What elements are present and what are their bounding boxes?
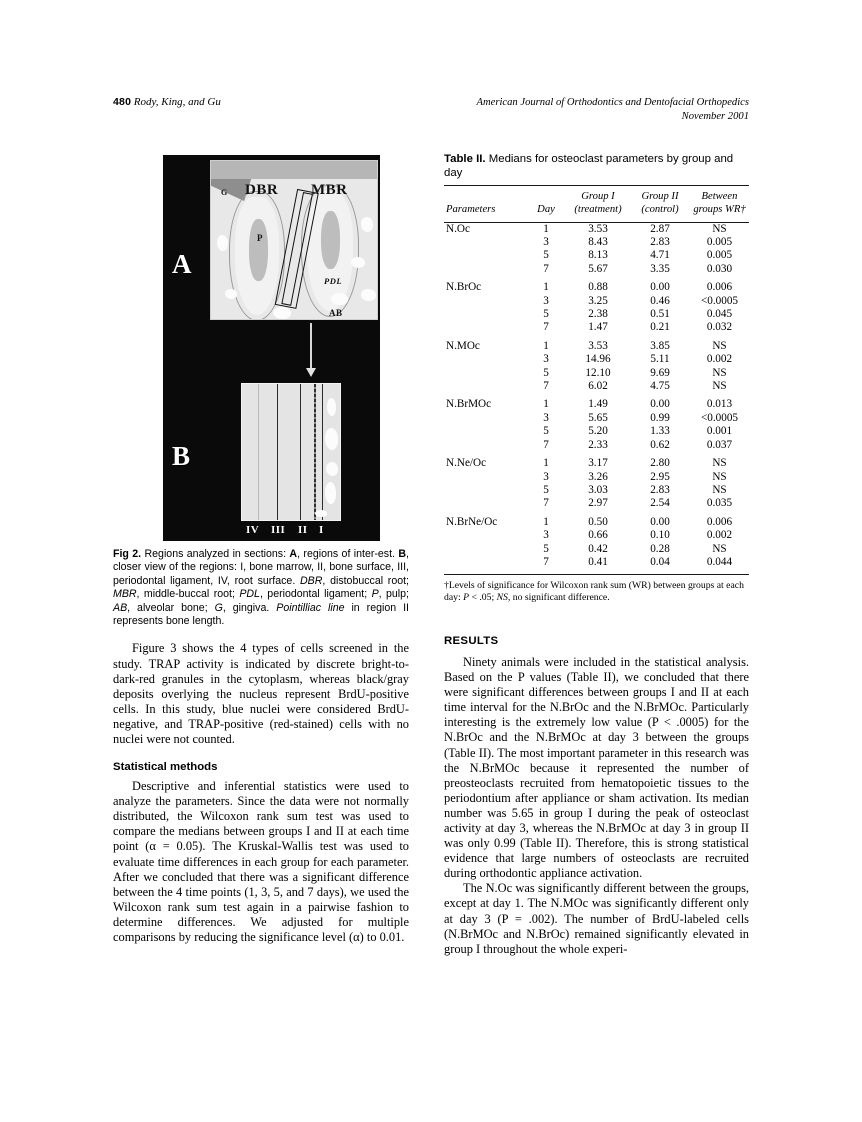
region-label-iv: IV: [246, 524, 260, 536]
left-paragraph-1: Figure 3 shows the 4 types of cells screened in the study. TRAP activity is indicated by discrete bright-to-dark-red granules in the cytoplasm, whereas black/gray deposits overlying the nucleus represent BrdU-positive cells. In this study, blue nuclei were considered BrdU-negative, and TRAP-positive (red-stained) cells with no nuclei were not counted.: [113, 641, 409, 746]
table-row: [444, 263, 749, 276]
cell-group-2: 9.69: [650, 366, 670, 379]
cell-group-1: 3.17: [588, 457, 608, 470]
cell-group-1: 2.33: [588, 438, 608, 451]
cell-day: 3: [543, 236, 549, 248]
marrow-space: [225, 289, 237, 299]
cell-group-2: 0.00: [650, 398, 670, 411]
table-caption-text: Medians for osteoclast parameters by group and day: [444, 153, 734, 180]
cell-group-2: 0.62: [650, 438, 670, 451]
cell-wr: 0.044: [706, 555, 733, 568]
cell-parameter: [444, 471, 526, 484]
column-header-group-1: Group I (treatment): [574, 191, 622, 215]
table-body: [444, 222, 749, 575]
cell-group-2: 2.83: [650, 236, 670, 248]
cell-wr: <0.0005: [700, 294, 739, 307]
right-column: [444, 152, 749, 957]
table-row: [444, 249, 749, 262]
label-gingiva: G: [221, 188, 228, 197]
region-label-iii: III: [271, 524, 286, 536]
table-2-title: [444, 152, 749, 180]
cell-parameter: [444, 295, 526, 308]
cell-parameter: [444, 425, 526, 438]
cell-wr: NS: [712, 542, 727, 555]
table-row: [444, 222, 749, 236]
cell-group-2: 3.35: [650, 262, 670, 275]
cell-wr: 0.006: [706, 281, 733, 294]
cell-day: 7: [543, 555, 549, 568]
cell-wr: NS: [712, 457, 727, 470]
cell-group-2: 2.80: [650, 457, 670, 470]
cell-day: 1: [543, 398, 549, 411]
region-label-ii: II: [298, 524, 308, 536]
table-row: [444, 529, 749, 542]
cell-parameter: [444, 497, 526, 510]
cell-wr: NS: [712, 470, 727, 483]
cell-wr: NS: [712, 222, 727, 235]
right-paragraph-2: [444, 881, 749, 956]
column-header-between-groups-wr: Between groups WR†: [693, 191, 746, 215]
right-paragraph-1-text: Ninety animals were included in the statistical analysis. Based on the P values (Table II), we concluded that there were significant differences between groups I and II at each time interval for the N.BrOc and the N.BrMOc. Particularly interesting is the extremely low value (P < .0005) for the N.BrOc and the N.BrMOc at day 3 between the groups (Table II). The most important parameter in this research was the N.BrMOc because it represented the number of preosteoclasts recruited from hematopoietic tissues to the periodontium after appliance or sham activation. Its median number was 5.65 in group I during the peak of osteoclast activity at day 3, whereas the N.BrMOc at day 3 in group II was only 0.99 (Table II). Therefore, this is strong statistical evidence that large numbers of osteoclasts are recruited during orthodontic appliance activation.: [444, 654, 749, 881]
running-head-right: [477, 96, 749, 124]
cell-day: 5: [543, 308, 549, 321]
spacer: [113, 747, 409, 760]
journal-title: American Journal of Orthodontics and Dentofacial Orthopedics: [476, 97, 749, 108]
cell-day: 7: [543, 321, 549, 334]
marrow-space: [361, 217, 373, 232]
cell-group-1: 12.10: [585, 366, 611, 379]
cell-wr: 0.037: [706, 438, 733, 451]
table-row: [444, 412, 749, 425]
cell-wr: 0.002: [706, 529, 733, 542]
cell-parameter: [444, 308, 526, 321]
table-row: [444, 439, 749, 452]
marrow-space: [326, 462, 338, 476]
cell-group-1: 0.42: [588, 542, 608, 555]
table-row: [444, 452, 749, 470]
table-header-row: [444, 186, 749, 222]
region-divider-iii: [277, 384, 278, 520]
issue-date: November 2001: [681, 111, 749, 122]
table-row: [444, 308, 749, 321]
cell-day: 1: [543, 515, 549, 528]
section-heading-results: RESULTS: [444, 634, 499, 647]
cell-group-1: 3.53: [588, 222, 608, 235]
cell-group-1: 8.13: [588, 249, 608, 262]
cell-day: 3: [543, 411, 549, 424]
label-alveolar-bone: AB: [329, 308, 343, 318]
cell-group-1: 2.97: [588, 497, 608, 510]
marrow-space: [331, 293, 348, 305]
cell-day: 5: [543, 483, 549, 496]
cell-day: 3: [543, 470, 549, 483]
cell-group-2: 1.33: [650, 425, 670, 438]
cell-group-2: 0.46: [650, 294, 670, 307]
cell-group-2: 0.99: [650, 411, 670, 424]
cell-parameter: [444, 249, 526, 262]
cell-parameter: [444, 353, 526, 366]
marrow-space: [327, 398, 336, 416]
marrow-space: [351, 257, 365, 268]
marrow-space: [315, 510, 327, 517]
label-middle-buccal-root: MBR: [311, 182, 348, 198]
marrow-space: [217, 235, 228, 251]
table-row: [444, 471, 749, 484]
cell-wr: NS: [712, 366, 727, 379]
figure-caption-number: Fig 2.: [113, 548, 142, 560]
root-surface-boundary: [258, 384, 259, 520]
label-periodontal-ligament: PDL: [324, 276, 343, 286]
table-row: [444, 353, 749, 366]
cell-wr: 0.030: [706, 262, 733, 275]
cell-group-1: 0.41: [588, 555, 608, 568]
table-row: [444, 543, 749, 556]
cell-day: 1: [543, 457, 549, 470]
region-divider-i: [322, 384, 323, 520]
table-row: [444, 335, 749, 353]
table-2-footnote: †Levels of significance for Wilcoxon rank sum (WR) between groups at each day: P < .05; NS, no significant difference.: [444, 580, 744, 604]
crown-band: [211, 161, 378, 179]
cell-group-2: 5.11: [650, 353, 670, 366]
figure-2: [113, 152, 409, 544]
cell-group-1: 0.66: [588, 529, 608, 542]
cell-parameter: [444, 367, 526, 380]
cell-wr: 0.002: [706, 353, 733, 366]
cell-parameter: [444, 484, 526, 497]
panel-b-micrograph: [241, 383, 341, 521]
cell-parameter: [444, 263, 526, 276]
cell-group-1: 8.43: [588, 236, 608, 248]
page-folio: 480: [113, 96, 132, 108]
running-head-authors: Rody, King, and Gu: [133, 96, 221, 108]
column-header-day: Day: [537, 204, 555, 215]
table-row: [444, 497, 749, 510]
cell-day: 1: [543, 281, 549, 294]
cell-day: 1: [543, 339, 549, 352]
column-header-parameters: Parameters: [446, 204, 496, 215]
table-row: [444, 321, 749, 334]
label-distobuccal-root: DBR: [245, 182, 279, 198]
cell-group-2: 2.87: [650, 222, 670, 235]
figure-caption-lead: Regions analyzed in sections:: [141, 548, 290, 560]
cell-group-1: 1.49: [588, 398, 608, 411]
table-row: [444, 276, 749, 294]
table-row: [444, 484, 749, 497]
arrow-down-icon: [306, 368, 316, 377]
marrow-space: [325, 482, 336, 504]
marrow-space: [361, 289, 376, 301]
cell-wr: <0.0005: [700, 411, 739, 424]
right-paragraph-2-text: The N.Oc was significantly different between the groups, except at day 1. The N.MOc was significantly different only at day 3 (P = .002). The number of BrdU-labeled cells (N.BrMOc and N.BrOc) remained significantly elevated in group I throughout the whole experi-: [444, 881, 749, 956]
cell-wr: NS: [712, 380, 727, 393]
cell-parameter: N.BrMOc: [446, 398, 492, 411]
table-row: [444, 425, 749, 438]
cell-group-2: 0.10: [650, 529, 670, 542]
cell-group-1: 2.38: [588, 308, 608, 321]
cell-day: 7: [543, 497, 549, 510]
panel-a-micrograph: [210, 160, 378, 320]
cell-group-2: 2.95: [650, 470, 670, 483]
cell-wr: 0.006: [706, 515, 733, 528]
panel-b-letter: B: [172, 441, 191, 471]
cell-wr: NS: [712, 339, 727, 352]
region-label-i: I: [319, 524, 324, 536]
cell-wr: 0.032: [706, 321, 733, 334]
cell-group-1: 3.03: [588, 483, 608, 496]
cell-parameter: [444, 543, 526, 556]
cell-parameter: [444, 439, 526, 452]
cell-day: 3: [543, 353, 549, 366]
cell-parameter: N.MOc: [446, 339, 480, 352]
table-head: [444, 186, 749, 222]
cell-wr: 0.005: [706, 236, 733, 248]
cell-group-2: 2.83: [650, 483, 670, 496]
table-row: [444, 380, 749, 393]
marrow-space: [325, 428, 338, 450]
cell-group-1: 3.25: [588, 294, 608, 307]
cell-day: 5: [543, 366, 549, 379]
figure-2-caption: Fig 2. Regions analyzed in sections: A, regions of inter-est. B, closer view of the regions: I, bone marrow, II, bone surface, III, periodontal ligament, IV, root surface. DBR, distobuccal root; MBR, middle-buccal root; PDL, periodontal ligament; P, pulp; AB, alveolar bone; G, gingiva. Pointilliac line in region II represents bone length.: [113, 548, 410, 628]
cell-parameter: N.Oc: [446, 222, 470, 235]
subheading-statistical-methods: Statistical methods: [113, 761, 218, 774]
table-row: [444, 295, 749, 308]
cell-wr: 0.001: [706, 425, 733, 438]
cell-parameter: [444, 321, 526, 334]
column-header-group-2: Group II (control): [641, 191, 679, 215]
cell-group-1: 3.53: [588, 339, 608, 352]
table-2: [444, 185, 749, 575]
running-head-left: [113, 96, 221, 108]
cell-day: 5: [543, 425, 549, 438]
table-row: [444, 393, 749, 411]
cell-day: 7: [543, 262, 549, 275]
cell-wr: 0.005: [706, 249, 733, 262]
cell-group-2: 3.85: [650, 339, 670, 352]
cell-group-1: 5.67: [588, 262, 608, 275]
cell-parameter: [444, 556, 526, 575]
cell-group-2: 0.00: [650, 281, 670, 294]
cell-wr: NS: [712, 483, 727, 496]
cell-group-1: 14.96: [585, 353, 611, 366]
cell-day: 5: [543, 542, 549, 555]
cell-group-1: 1.47: [588, 321, 608, 334]
cell-day: 7: [543, 438, 549, 451]
cell-group-2: 0.28: [650, 542, 670, 555]
cell-day: 7: [543, 380, 549, 393]
cell-parameter: [444, 380, 526, 393]
cell-day: 3: [543, 529, 549, 542]
left-column: [113, 152, 409, 945]
panel-a-letter: A: [172, 249, 192, 279]
cell-parameter: [444, 236, 526, 249]
spacer: [113, 628, 409, 641]
cell-group-2: 0.51: [650, 308, 670, 321]
table-label: Table II.: [444, 153, 486, 165]
right-paragraph-1: [444, 655, 749, 881]
figure-2-image: [163, 155, 380, 541]
cell-group-1: 0.88: [588, 281, 608, 294]
cell-parameter: N.Ne/Oc: [446, 457, 487, 470]
cell-parameter: N.BrNe/Oc: [446, 515, 498, 528]
cell-group-2: 0.21: [650, 321, 670, 334]
cell-group-1: 5.65: [588, 411, 608, 424]
table-row: [444, 367, 749, 380]
table-row: [444, 511, 749, 529]
label-pulp: P: [257, 233, 263, 243]
cell-group-2: 4.71: [650, 249, 670, 262]
cell-group-2: 0.04: [650, 555, 670, 568]
region-divider-ii: [300, 384, 301, 520]
cell-group-2: 4.75: [650, 380, 670, 393]
cell-wr: 0.013: [706, 398, 733, 411]
cell-wr: 0.045: [706, 308, 733, 321]
cell-wr: 0.035: [706, 497, 733, 510]
cell-parameter: [444, 529, 526, 542]
cell-group-1: 6.02: [588, 380, 608, 393]
table-row: [444, 236, 749, 249]
cell-parameter: [444, 412, 526, 425]
connector-line: [310, 323, 312, 371]
cell-group-1: 3.26: [588, 470, 608, 483]
cell-day: 1: [543, 222, 549, 235]
cell-group-2: 0.00: [650, 515, 670, 528]
cell-group-1: 0.50: [588, 515, 608, 528]
cell-group-1: 5.20: [588, 425, 608, 438]
cell-day: 5: [543, 249, 549, 262]
cell-parameter: N.BrOc: [446, 281, 482, 294]
cell-day: 3: [543, 294, 549, 307]
cell-group-2: 2.54: [650, 497, 670, 510]
marrow-space: [273, 307, 291, 319]
bone-length-pointilliac-line: [314, 384, 316, 520]
running-head: [113, 96, 749, 130]
left-paragraph-2: Descriptive and inferential statistics were used to analyze the parameters. Since the data were not normally distributed, the Wilcoxon rank sum test was used to compare the medians between groups I and II at each time point (α = 0.05). The Kruskal-Wallis test was used to evaluate time differences in each group for each parameter. After we concluded that there was a significant difference between the 4 time points (1, 3, 5, and 7 days), we used the Wilcoxon rank sum test again in a pairwise fashion to determine differences. We adjusted for multiple comparisons by reducing the significance level (α) to 0.01.: [113, 779, 409, 945]
table-row: [444, 556, 749, 575]
